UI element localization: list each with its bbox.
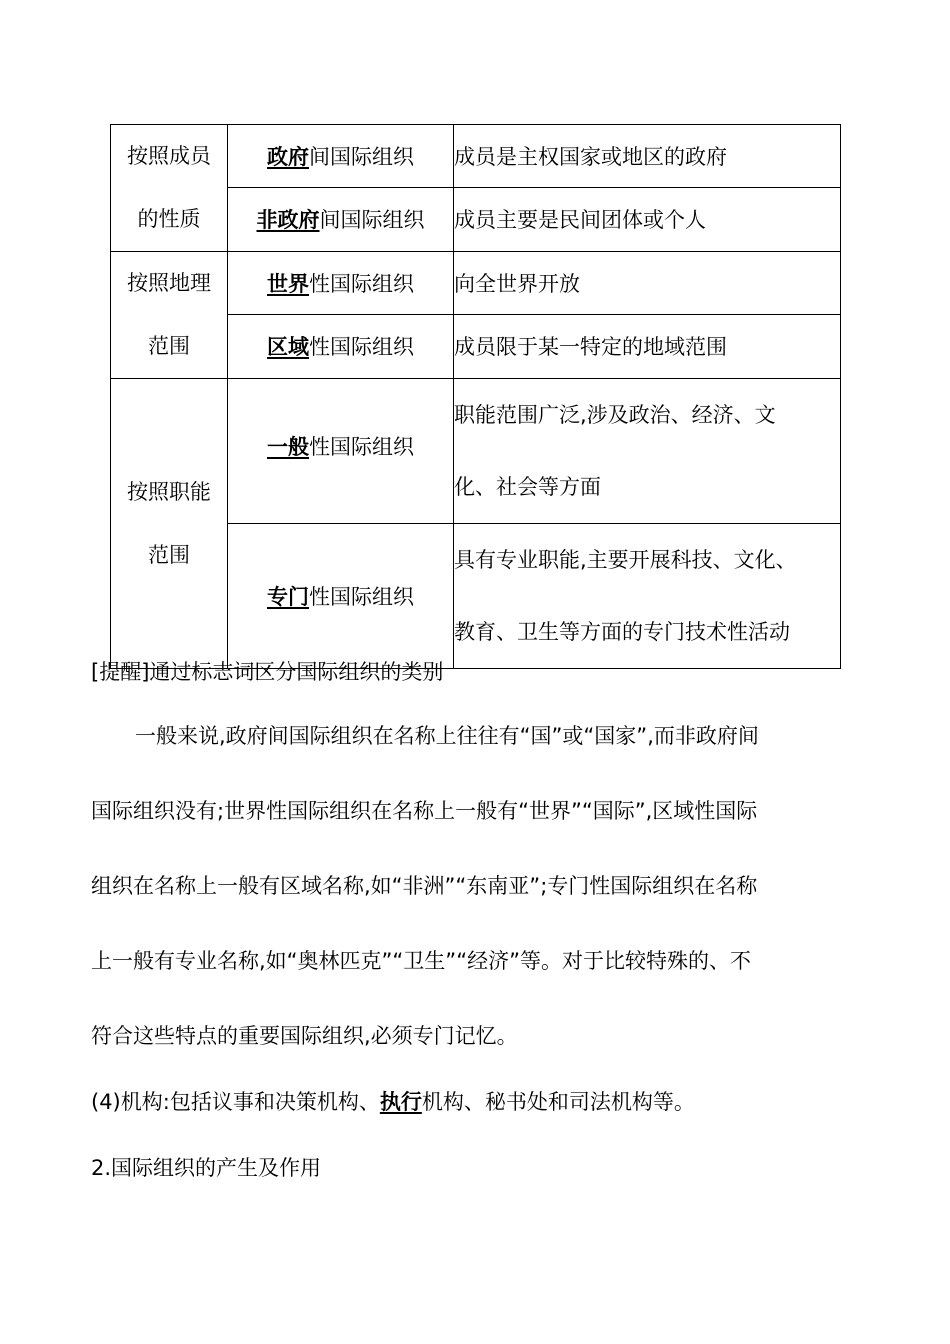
paragraph-line: 一般来说,政府间国际组织在名称上往往有“国”或“国家”,而非政府间: [135, 724, 759, 748]
paragraph-line: 符合这些特点的重要国际组织,必须专门记忆。: [91, 1024, 518, 1048]
category-line: 按照成员: [127, 144, 211, 168]
structure-line: [91, 1086, 861, 1116]
type-keyword: 政府: [267, 144, 309, 169]
structure-suffix: 机构、秘书处和司法机构等。: [421, 1090, 695, 1114]
description-cell: [454, 379, 841, 524]
structure-keyword: 执行: [379, 1090, 422, 1114]
reminder-title: [提醒]通过标志词区分国际组织的类别: [91, 660, 444, 684]
type-keyword: 一般: [267, 435, 309, 459]
type-suffix: 间国际组织: [309, 144, 414, 169]
category-cell: [111, 125, 228, 252]
category-line: 的性质: [137, 207, 201, 231]
type-suffix: 性国际组织: [309, 335, 414, 360]
description-line: 成员主要是民间团体或个人: [454, 208, 706, 233]
reminder-paragraph: [91, 699, 866, 1074]
type-suffix: 间国际组织: [319, 208, 425, 233]
description-cell: [454, 187, 841, 251]
type-keyword: 专门: [267, 585, 309, 609]
category-line: 按照职能: [127, 479, 211, 504]
paragraph-line: 上一般有专业名称,如“奥林匹克”“卫生”“经济”等。对于比较特殊的、不: [91, 949, 751, 973]
type-keyword: 区域: [267, 335, 309, 360]
section-heading: 2.国际组织的产生及作用: [91, 1156, 322, 1180]
type-cell: [228, 524, 454, 669]
type-suffix: 性国际组织: [309, 585, 414, 609]
type-cell: [228, 187, 454, 251]
paragraph-line: 国际组织没有;世界性国际组织在名称上一般有“世界”“国际”,区域性国际: [91, 799, 758, 823]
category-cell: [111, 379, 228, 669]
type-suffix: 性国际组织: [309, 435, 414, 459]
description-line: 职能范围广泛,涉及政治、经济、文: [454, 403, 776, 427]
description-line: 化、社会等方面: [454, 475, 601, 499]
paragraph-line: 组织在名称上一般有区域名称,如“非洲”“东南亚”;专门性国际组织在名称: [91, 874, 758, 898]
type-cell: [228, 252, 454, 315]
description-cell: [454, 125, 841, 188]
classification-table: [110, 124, 841, 669]
category-cell: [111, 252, 228, 379]
type-cell: [228, 314, 454, 378]
description-cell: [454, 314, 841, 378]
description-line: 具有专业职能,主要开展科技、文化、: [454, 548, 797, 572]
description-line: 成员是主权国家或地区的政府: [454, 144, 727, 169]
description-line: 成员限于某一特定的地域范围: [454, 335, 727, 360]
description-cell: [454, 252, 841, 315]
category-line: 按照地理: [127, 271, 211, 295]
type-cell: [228, 125, 454, 188]
structure-prefix: (4)机构:包括议事和决策机构、: [91, 1090, 380, 1114]
description-cell: [454, 524, 841, 669]
description-line: 向全世界开放: [454, 271, 580, 296]
description-line: 教育、卫生等方面的专门技术性活动: [454, 620, 790, 644]
type-cell: [228, 379, 454, 524]
category-line: 范围: [148, 334, 190, 358]
type-keyword: 世界: [267, 271, 309, 296]
type-suffix: 性国际组织: [309, 271, 414, 296]
type-keyword: 非政府: [256, 208, 320, 233]
category-line: 范围: [148, 542, 190, 567]
